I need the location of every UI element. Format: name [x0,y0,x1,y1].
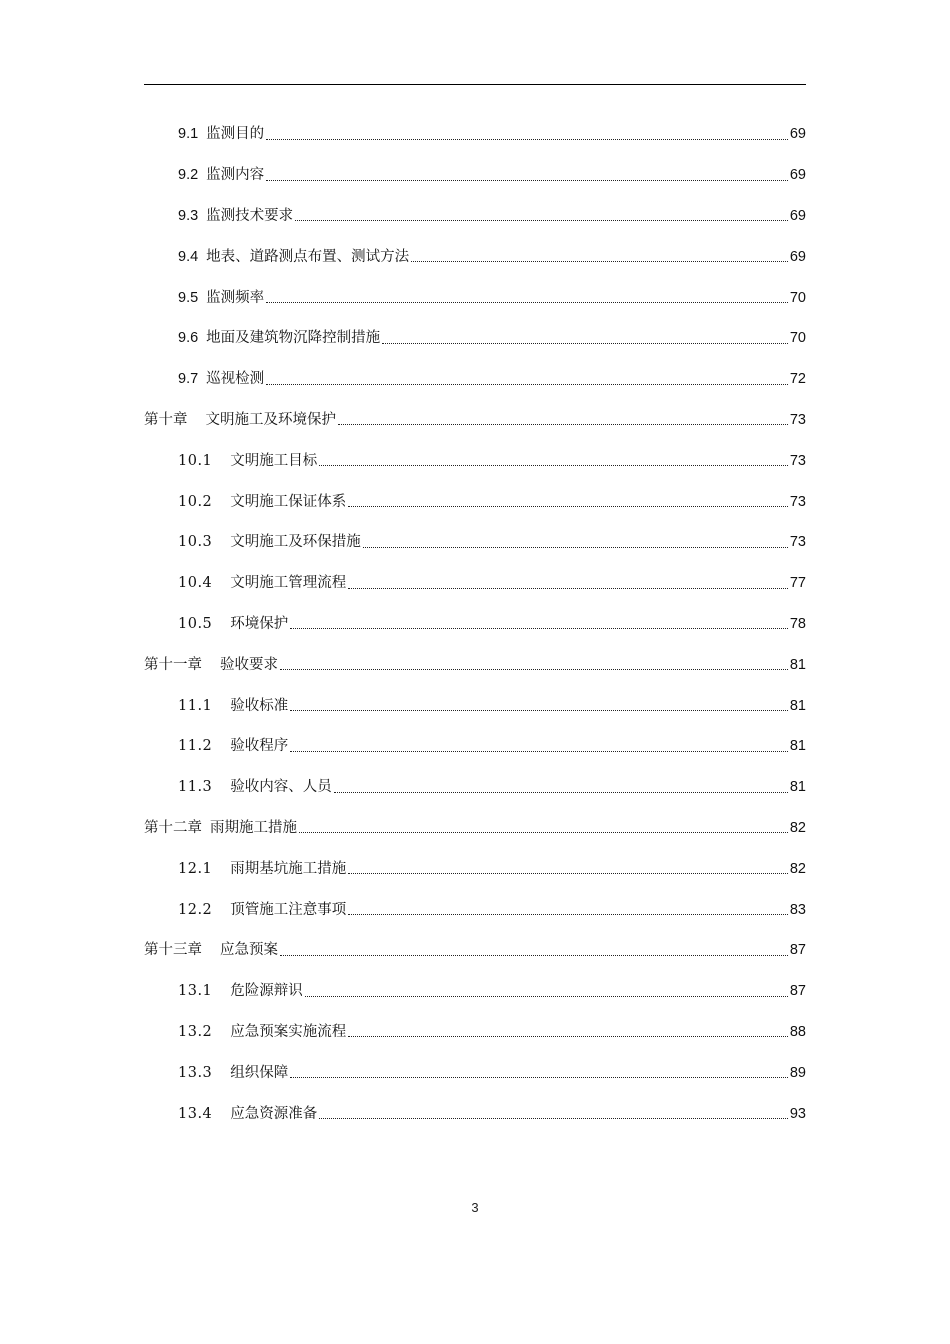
toc-entry-page-number: 89 [789,1064,806,1081]
toc-entry-page-number: 73 [789,411,806,428]
toc-entry-title: 文明施工及环境保护 [205,411,336,428]
toc-entry-title: 地表、道路测点布置、测试方法 [206,248,410,265]
toc-entry-title: 文明施工及环保措施 [230,534,361,551]
toc-section-entry[interactable] [144,889,806,930]
toc-chapter-entry[interactable] [144,644,806,685]
toc-section-entry[interactable] [144,440,806,481]
toc-entry-title: 文明施工保证体系 [230,493,347,510]
toc-dot-leader [280,955,788,956]
toc-entry-title: 监测目的 [206,126,265,143]
toc-section-entry[interactable] [144,563,806,604]
toc-dot-leader [290,628,788,629]
toc-entry-title: 验收标准 [230,697,289,714]
toc-section-entry[interactable] [144,1012,806,1053]
table-of-contents [144,114,806,1134]
toc-entry-number: 12.1 [178,860,213,877]
toc-entry-title: 地面及建筑物沉降控制措施 [206,330,381,347]
toc-entry-number: 11.2 [178,738,213,755]
toc-entry-title: 应急预案 [220,942,278,959]
toc-entry-title: 文明施工目标 [230,452,318,469]
toc-dot-leader [411,261,788,262]
toc-entry-page-number: 69 [789,248,806,265]
toc-section-entry[interactable] [144,236,806,277]
toc-section-entry[interactable] [144,277,806,318]
toc-section-entry[interactable] [144,318,806,359]
toc-dot-leader [305,996,788,997]
toc-entry-title: 验收要求 [220,656,278,673]
toc-entry-number: 9.3 [178,207,199,224]
toc-entry-title: 雨期基坑施工措施 [230,860,347,877]
toc-chapter-entry[interactable] [144,808,806,849]
toc-entry-title: 组织保障 [230,1064,289,1081]
toc-dot-leader [334,792,788,793]
toc-entry-page-number: 73 [789,452,806,469]
toc-dot-leader [290,751,788,752]
toc-entry-page-number: 73 [789,534,806,551]
toc-section-entry[interactable] [144,114,806,155]
toc-entry-title: 危险源辩识 [230,983,303,1000]
toc-dot-leader [266,302,788,303]
toc-entry-page-number: 81 [789,738,806,755]
toc-section-entry[interactable] [144,971,806,1012]
toc-dot-leader [280,669,788,670]
toc-entry-number: 10.2 [178,493,213,510]
toc-entry-number: 10.4 [178,575,213,592]
toc-entry-number: 9.6 [178,330,199,347]
toc-entry-number: 10.1 [178,452,213,469]
toc-entry-number: 13.3 [178,1064,213,1081]
toc-entry-page-number: 69 [789,167,806,184]
toc-dot-leader [319,1118,788,1119]
toc-dot-leader [348,506,788,507]
toc-entry-page-number: 87 [789,942,806,959]
toc-entry-title: 验收内容、人员 [230,779,332,796]
toc-dot-leader [295,220,788,221]
toc-dot-leader [299,832,788,833]
toc-entry-title: 验收程序 [230,738,289,755]
toc-entry-number: 13.4 [178,1105,213,1122]
toc-dot-leader [382,343,788,344]
toc-dot-leader [266,384,788,385]
toc-entry-number: 第十一章 [144,656,202,673]
toc-section-entry[interactable] [144,1093,806,1134]
toc-entry-page-number: 69 [789,207,806,224]
toc-dot-leader [348,1036,788,1037]
toc-chapter-entry[interactable] [144,930,806,971]
toc-entry-page-number: 70 [789,330,806,347]
toc-entry-number: 9.7 [178,371,199,388]
toc-section-entry[interactable] [144,848,806,889]
toc-entry-page-number: 88 [789,1023,806,1040]
toc-entry-page-number: 81 [789,779,806,796]
toc-entry-page-number: 82 [789,819,806,836]
toc-section-entry[interactable] [144,604,806,645]
toc-entry-title: 环境保护 [230,615,289,632]
toc-entry-title: 顶管施工注意事项 [230,901,347,918]
toc-entry-title: 巡视检测 [206,371,265,388]
toc-entry-title: 雨期施工措施 [210,819,297,836]
toc-entry-page-number: 83 [789,901,806,918]
toc-entry-number: 13.2 [178,1023,213,1040]
toc-entry-number: 10.3 [178,534,213,551]
toc-dot-leader [348,873,788,874]
toc-chapter-entry[interactable] [144,400,806,441]
toc-entry-number: 9.2 [178,167,199,184]
toc-entry-page-number: 69 [789,126,806,143]
toc-entry-number: 13.1 [178,983,213,1000]
toc-section-entry[interactable] [144,767,806,808]
toc-dot-leader [266,180,788,181]
toc-entry-page-number: 81 [789,697,806,714]
toc-entry-page-number: 77 [789,575,806,592]
toc-section-entry[interactable] [144,1052,806,1093]
toc-entry-title: 监测内容 [206,167,265,184]
toc-dot-leader [319,465,788,466]
toc-entry-number: 11.1 [178,697,213,714]
toc-entry-title: 应急资源准备 [230,1105,318,1122]
toc-section-entry[interactable] [144,196,806,237]
toc-entry-page-number: 78 [789,615,806,632]
toc-section-entry[interactable] [144,359,806,400]
toc-entry-title: 应急预案实施流程 [230,1023,347,1040]
toc-entry-title: 监测频率 [206,289,265,306]
toc-entry-page-number: 87 [789,983,806,1000]
toc-section-entry[interactable] [144,155,806,196]
toc-entry-number: 第十二章 [144,819,202,836]
toc-entry-page-number: 93 [789,1105,806,1122]
toc-entry-number: 9.5 [178,289,199,306]
toc-section-entry[interactable] [144,726,806,767]
toc-dot-leader [363,547,788,548]
toc-dot-leader [290,1077,788,1078]
toc-dot-leader [348,588,788,589]
toc-dot-leader [290,710,788,711]
toc-entry-number: 11.3 [178,779,213,796]
toc-entry-number: 12.2 [178,901,213,918]
header-rule [144,84,806,85]
toc-section-entry[interactable] [144,685,806,726]
toc-entry-page-number: 73 [789,493,806,510]
toc-entry-title: 文明施工管理流程 [230,575,347,592]
toc-section-entry[interactable] [144,522,806,563]
toc-entry-number: 第十章 [144,411,188,428]
toc-entry-number: 9.1 [178,126,199,143]
toc-entry-page-number: 72 [789,371,806,388]
toc-entry-page-number: 70 [789,289,806,306]
toc-dot-leader [348,914,788,915]
toc-entry-title: 监测技术要求 [206,207,294,224]
toc-entry-number: 10.5 [178,615,213,632]
toc-section-entry[interactable] [144,481,806,522]
toc-entry-number: 第十三章 [144,942,202,959]
toc-entry-page-number: 82 [789,860,806,877]
footer-page-number: 3 [471,1200,479,1215]
toc-dot-leader [338,424,788,425]
toc-entry-number: 9.4 [178,248,199,265]
toc-entry-page-number: 81 [789,656,806,673]
toc-dot-leader [266,139,788,140]
